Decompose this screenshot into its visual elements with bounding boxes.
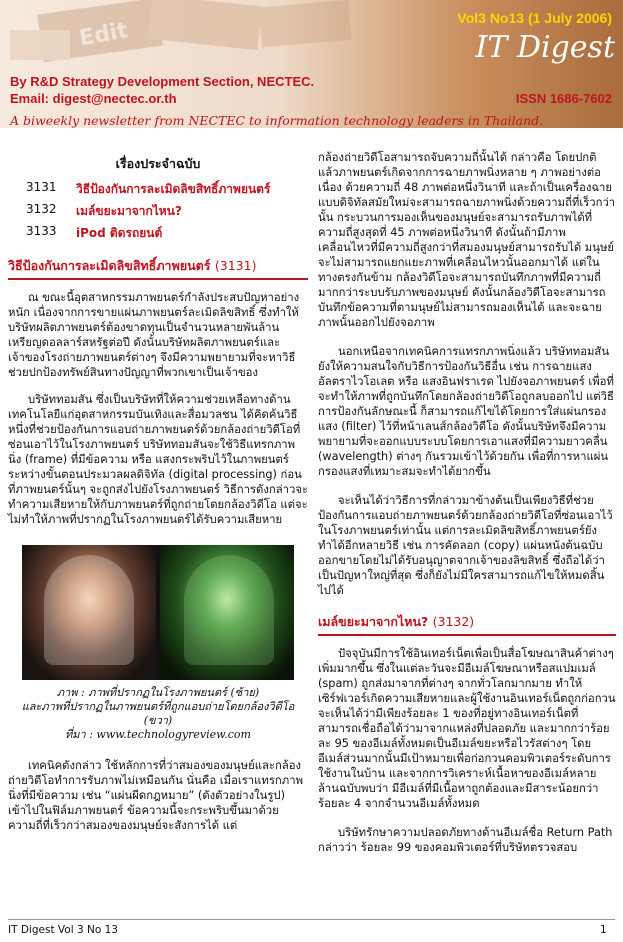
toc-link-3133[interactable]: iPod ติดรถยนต์ (76, 226, 163, 240)
bride-veil-right (184, 555, 274, 665)
toc-link-3132[interactable]: เมล์ขยะมาจากไหน? (76, 204, 182, 218)
left-column (8, 140, 308, 833)
issue-info: Vol3 No13 (1 July 2006) (457, 10, 612, 26)
toc-item[interactable] (8, 180, 308, 202)
article-3131-title: วิธีป้องกันการละเมิดลิขสิทธิ์ภาพยนตร์ (8, 258, 211, 273)
article-3131-paragraph-4: กล้องถ่ายวิดีโอสามารถจับความถี่นั้นได้ กล่าวคือ โดยปกติแล้วภาพยนตร์เกิดจากการฉายภาพนิ่งหลาย ๆ ภาพอย่างต่อเนื่อง ด้วยความถี่ 48 ภาพต่อหนึ่งวินาที และถ้าเป็นเครื่องฉายแบบดิจิทัลสมัยใหม่จะสามารถฉายภาพนิ่งด้วยความถี่ที่เร็วกว่านั้น กระบวนการมองเห็นของมนุษย์จะสามารถรับภาพได้ที่ความถี่สูงสุดที่ 45 ภาพต่อหนึ่งวินาที ดังนั้นถ้ามีภาพเคลื่อนไหวที่มีความถี่สูงกว่าที่สมองมนุษย์สามารถรับได้ มนุษย์จะไม่สามารถแยกแยะภาพที่เคลื่อนไหวนั้นออกมาได้ แต่ในทางตรงกันข้าม กล้องวิดีโอจะสามารถบันทึกภาพที่มีความถี่มากกว่าระบบรับภาพของมนุษย์ ดังนั้นกล้องวิดีโอจะสามารถบันทึกข้อความที่ตามนุษย์ไม่สามารถมองเห็นได้ และจะฉายภาพนั้นออกไปยังจอภาพ (318, 151, 616, 329)
article-3132-paragraph-1: ปัจจุบันมีการใช้อินเทอร์เน็ตเพื่อเป็นสื่อโฆษณาสินค้าต่างๆ เพิ่มมากขึ้น ซึ่งในแต่ละวันจะมีอีเมล์โฆษณาหรือสแปมเมล์ (spam) ถูกส่งมาจากที่ต่างๆ จากทั่วโลกมากมาย ทำให้เซิร์ฟเวอร์เกิดความเสียหายและผู้ใช้งานอินเทอร์เน็ตถูกก่อกวน จะเห็นได้ว่ามีเพียงร้อยละ 1 ของที่อยู่ทางอินเทอร์เน็ตที่สามารถเชื่อถือได้ว่ามาจากแหล่งที่ปลอดภัย และมากกว่าร้อยละ 95 ของอีเมล์ทั้งหมดเป็นอีเมล์ขยะหรือไวรัสต่างๆ โดยอีเมล์ส่วนมากนั้นมีเป้าหมายเพื่อก่อกวนคอมพิวเตอร์ระดับการใช้งานในบ้าน และจากการวิเคราะห์เนื้อหาของอีเมล์หลายล้านฉบับพบว่า มีอีเมล์ที่มีเนื้อหาถูกต้องและมีสาระน้อยกว่าร้อยละ 4 จากจำนวนอีเมล์ทั้งหมด (318, 647, 616, 810)
caption-source: ที่มา : www.technologyreview.com (65, 728, 251, 741)
article-3132-heading (318, 612, 616, 636)
toc-number: 3132 (26, 202, 57, 216)
article-3132-title: เมล์ขยะมาจากไหน? (318, 614, 429, 629)
organization-line: By R&D Strategy Development Section, NECTEC. (10, 74, 315, 89)
article-3131-heading (8, 256, 308, 280)
tagline: A biweekly newsletter from NECTEC to information technology leaders in Thailand. (10, 113, 544, 128)
toc-number: 3131 (26, 180, 57, 194)
email-line: Email: digest@nectec.or.th (10, 91, 177, 106)
article-3131-paragraph-3: เทคนิคดังกล่าว ใช้หลักการที่ว่าสมองของมนุษย์และกล้องถ่ายวิดีโอทำการรับภาพไม่เหมือนกัน นั่นคือ เมื่อเราแทรกภาพนิ่งที่มีข้อความ เช่น “แผ่นผีดกฎหมาย” (ดังตัวอย่างในรูป) เข้าไปในฟิล์มภาพยนตร์ ข้อความนี้จะกระพริบขึ้นมาด้วยความถี่ที่เร็วกว่าสมองของมนุษย์จะสังการได้ แต่ (8, 759, 304, 832)
bride-veil-left (44, 555, 134, 665)
photo-caption (8, 686, 308, 742)
footer-publication: IT Digest Vol 3 No 13 (8, 924, 118, 936)
article-3131-paragraph-5: นอกเหนือจากเทคนิคการแทรกภาพนิ่งแล้ว บริษัททอมสันยังให้ความสนใจกับวิธีการป้องกันวิธีอื่น เช่น การฉายแสงอัลตราไวโอเลต หรือ แสงอินฟราเรด ไปยังจอภาพยนตร์ เพื่อที่จะทำให้ภาพที่ถูกบันทึกโดยกล้องถ่ายวิดีโอถูกลบออกไป แต่วิธีการป้องกันลักษณะนี้ ก็สามารถแก้ไขได้โดยการใส่แผ่นกรองแสง (filter) ไว้ที่หน้าเลนส์กล้องวิดีโอ ดังนั้นบริษัทจึงมีความพยายามที่จะออกแบบระบบโดยการเอาแสงที่มีความยาวคลื่น (wavelength) ต่างๆ กันรวมเข้าไว้ด้วยกัน เพื่อที่การหาแผ่นกรองแสงที่เหมาะสมจะทำได้ยากขึ้น (318, 345, 614, 478)
masthead-art-word: Edit (77, 18, 130, 52)
theater-view-image (22, 545, 156, 680)
article-3132-paragraph-2: บริษัทรักษาความปลอดภัยทางด้านอีเมล์ชื่อ Return Path กล่าวว่า ร้อยละ 99 ของคอมพิวเตอร์ที่บริษัทตรวจสอบ (318, 826, 613, 854)
article-3131-paragraph-1: ณ ขณะนี้อุตสาหกรรมภาพยนตร์กำลังประสบปัญหาอย่างหนัก เนื่องจากการขายแผ่นภาพยนตร์ละเมิดลิขสิทธิ์ ซึ่งทำให้บริษัทผลิตภาพยนตร์ต้องขาดทุนเป็นจำนวนหลายพันล้านเหรียญดอลลาร์สหรัฐต่อปี ดังนั้นบริษัทผลิตภาพยนตร์และเจ้าของโรงถ่ายภาพยนตร์ต่างๆ จึงมีความพยายามที่จะหาวิธีช่วยปกป้องทรัพย์สินทางปัญญาที่พวกเขาเป็นเจ้าของ (8, 291, 300, 379)
issn-number: ISSN 1686-7602 (515, 91, 612, 106)
caption-line-1: ภาพ : ภาพที่ปรากฏในโรงภาพยนตร์ (ซ้าย) (56, 686, 260, 699)
toc-link-3131[interactable]: วิธีป้องกันการละเมิดลิขสิทธิ์ภาพยนตร์ (76, 182, 271, 196)
page-number: 1 (600, 924, 607, 936)
toc-item[interactable] (8, 224, 308, 246)
toc-item[interactable] (8, 202, 308, 224)
film-comparison-photo (22, 545, 294, 680)
article-3131-paragraph-2: บริษัททอมสัน ซึ่งเป็นบริษัทที่ให้ความช่วยเหลือทางด้านเทคโนโลยีแก่อุตสาหกรรมบันเทิงและสื่อมวลชน ได้คิดค้นวิธีหนึ่งที่ช่วยป้องกันการแอบถ่ายภาพยนตร์ด้วยกล้องถ่ายวิดีโอที่ซ่อนเอาไว้ในโรงภาพยนตร์ บริษัททอมสันจะใช้วิธีแทรกภาพนิ่ง (frame) ที่มีข้อความ หรือ แสงกระพริบไว้ในภาพยนตร์ระหว่างขั้นตอนประมวลผลดิจิทัล (digital processing) ก่อนที่ภาพยนตร์นั้นๆ จะถูกส่งไปยังโรงภาพยนตร์ วิธีการดังกล่าวจะทำความเสียหายให้กับภาพยนตร์ที่ถูกถ่ายโดยกล้องวิดีโอ แต่จะไม่ทำให้ภาพที่ปรากฏในโรงภาพยนตร์ได้รับความเสียหาย (8, 393, 309, 526)
footer-divider (8, 919, 615, 920)
article-3131-code: (3131) (214, 258, 257, 273)
article-3131-paragraph-6: จะเห็นได้ว่าวิธีการที่กล่าวมาข้างต้นเป็นเพียงวิธีที่ช่วยป้องกันการแอบถ่ายภาพยนตร์ด้วยกล้องถ่ายวิดีโอที่ซ่อนเอาไว้ในโรงภาพยนตร์เท่านั้น แต่การละเมิดลิขสิทธิ์ภาพยนตร์ยังทำได้อีกหลายวิธี เช่น การคัดลอก (copy) แผ่นหนังต้นฉบับออกขายโดยไม่ได้รับอนุญาตจากเจ้าของลิขสิทธิ์ ซึ่งถือได้ว่าเป็นปัญหาใหญ่ที่สุด ซึ่งก็ยังไม่มีใครสามารถแก้ไขให้หมดสิ้นไปได้ (318, 494, 613, 597)
article-3132-code: (3132) (432, 614, 475, 629)
caption-line-2: และภาพที่ปรากฏในภาพยนตร์ที่ถูกแอบถ่ายโดยกล้องวิดีโอ (ขวา) (21, 700, 295, 727)
it-digest-logo: IT Digest (475, 30, 615, 65)
toc-number: 3133 (26, 224, 57, 238)
toc-title: เรื่องประจำฉบับ (115, 156, 201, 171)
camcorder-view-image (160, 545, 294, 680)
right-column (318, 150, 616, 855)
